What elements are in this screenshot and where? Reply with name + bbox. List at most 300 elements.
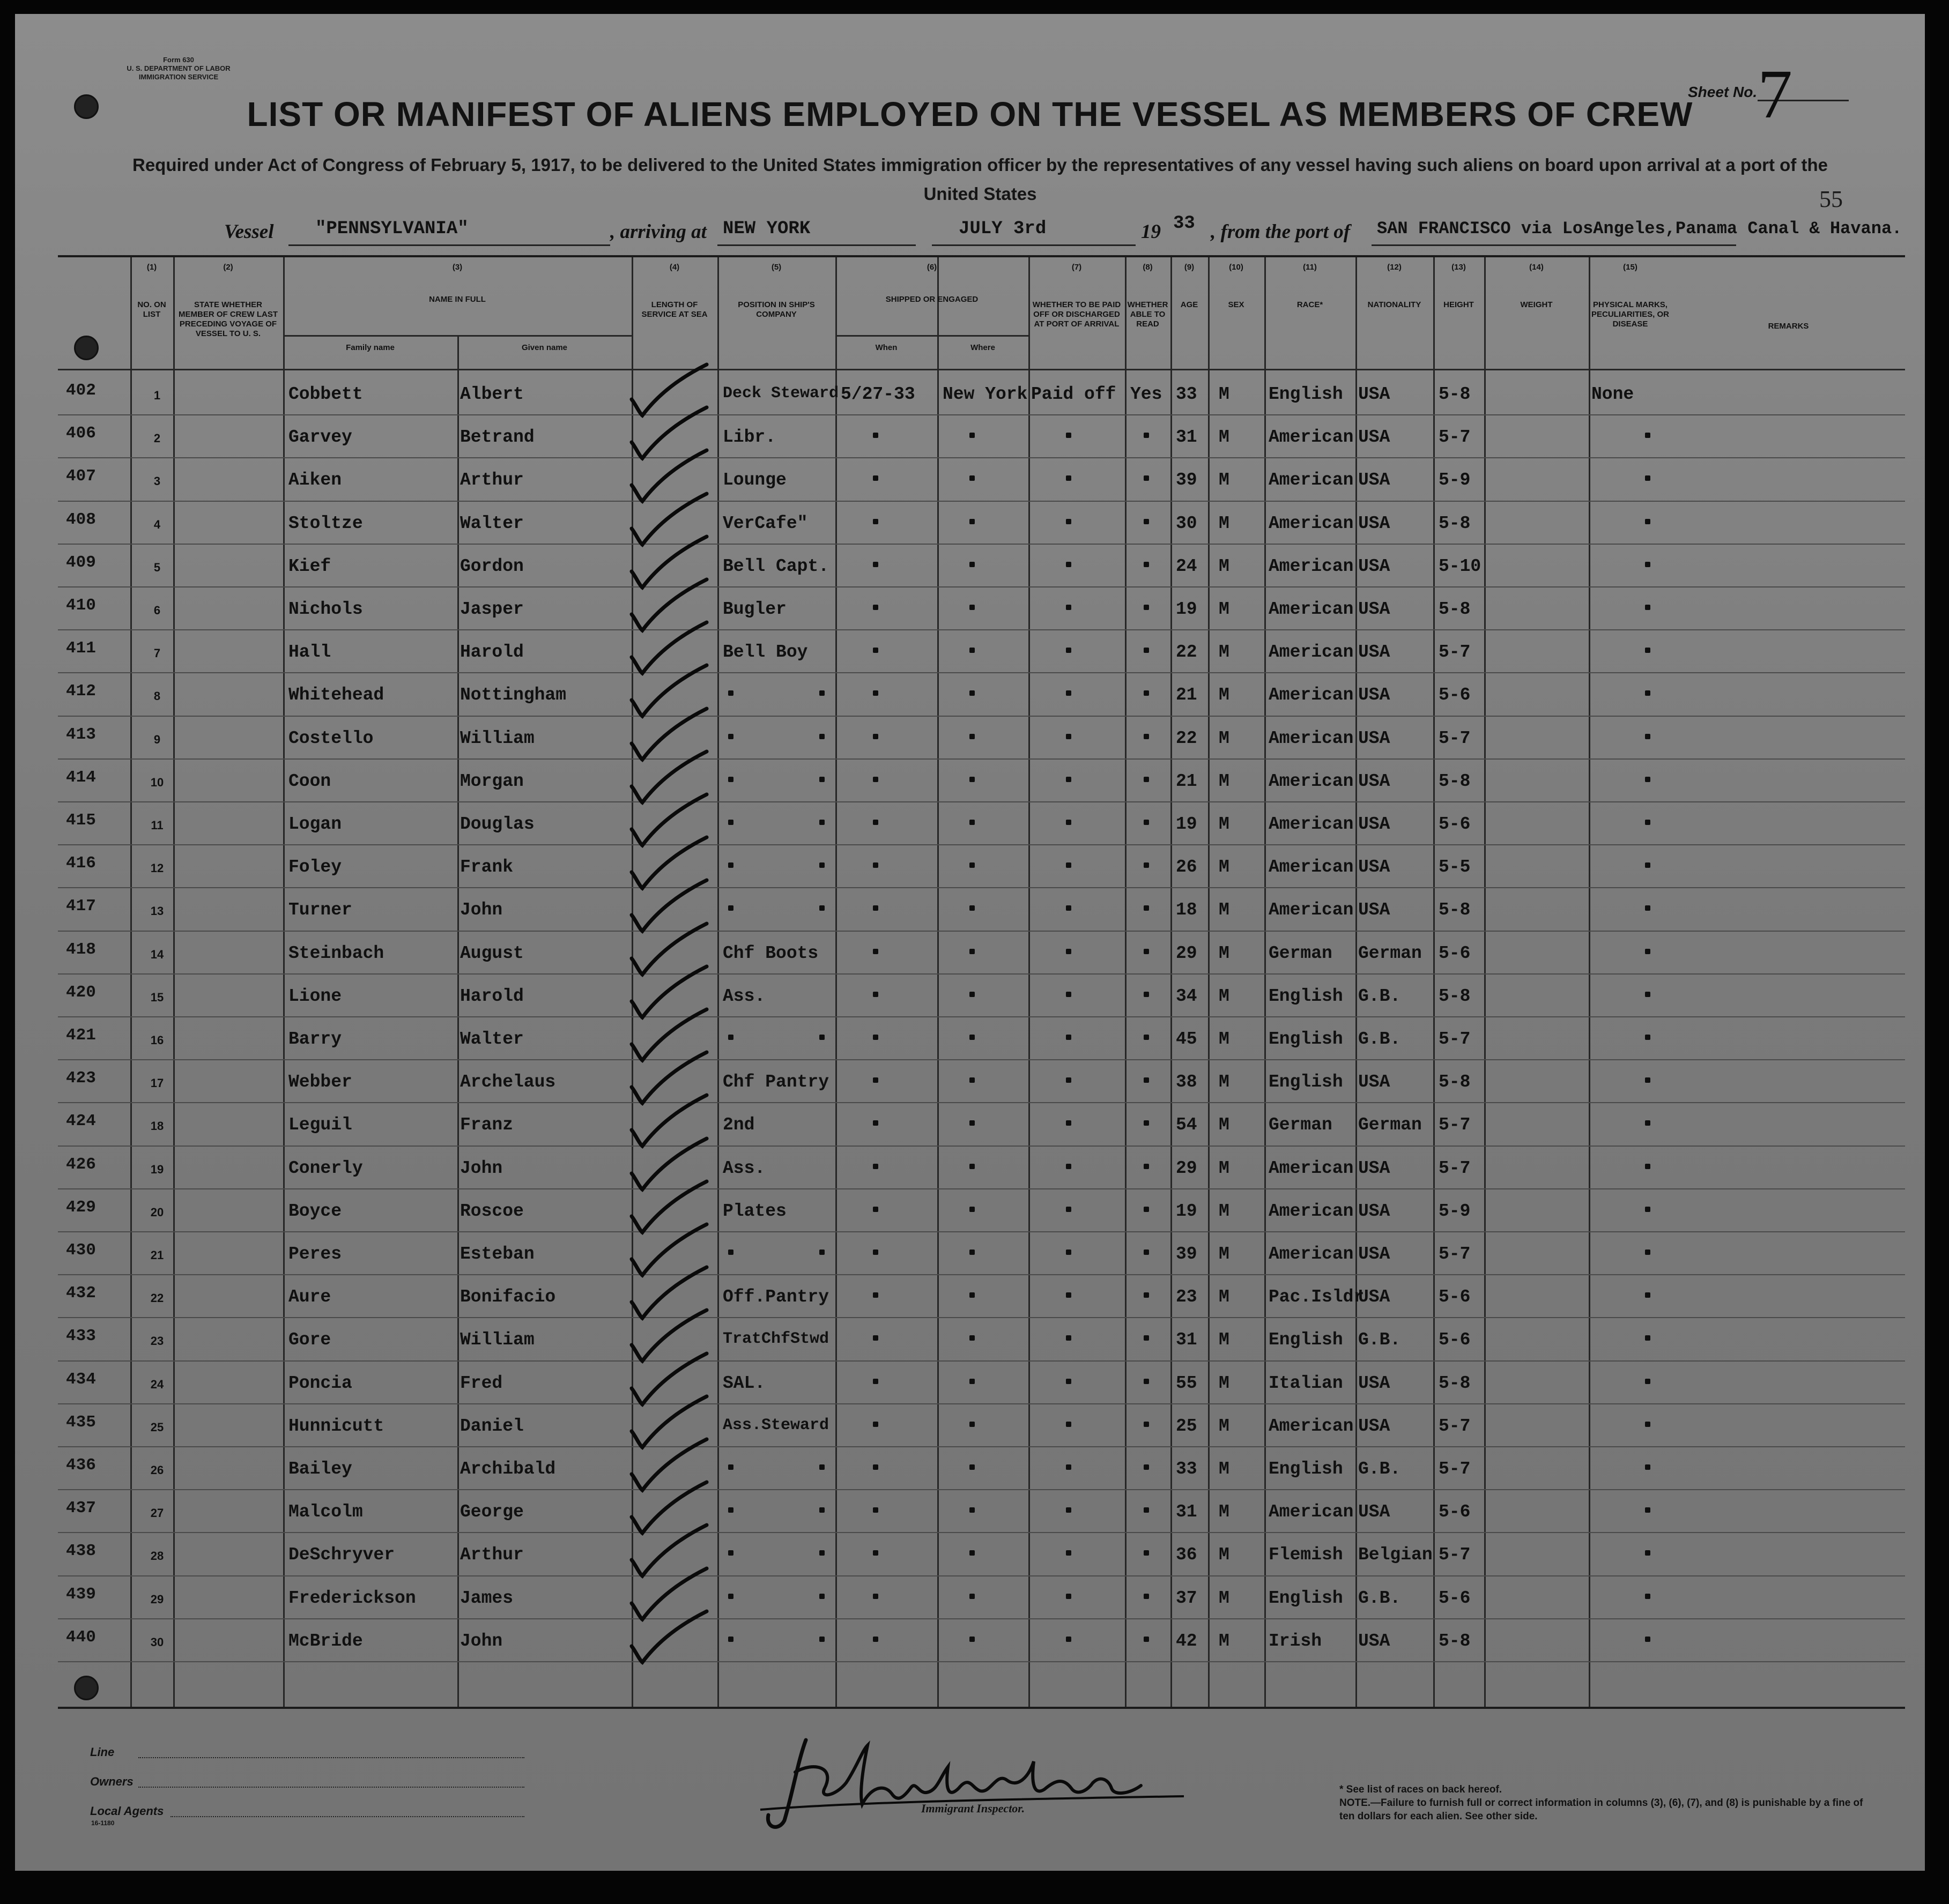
origin-port: SAN FRANCISCO via LosAngeles,Panama Canal & Havana. xyxy=(1377,219,1902,239)
row-number: 20 xyxy=(150,1205,164,1219)
margin-sequence-number: 423 xyxy=(66,1069,96,1088)
owners-field xyxy=(138,1787,524,1788)
column-header: AGE xyxy=(1180,300,1198,309)
race: American xyxy=(1269,427,1354,448)
ditto-mark xyxy=(1645,949,1650,954)
column-subheader: Given name xyxy=(521,343,568,352)
ditto-mark xyxy=(873,1422,878,1427)
nationality: USA xyxy=(1358,1244,1390,1264)
ditto-mark xyxy=(1144,433,1149,438)
height: 5-7 xyxy=(1439,1459,1471,1479)
race: Irish xyxy=(1269,1631,1322,1651)
ditto-mark xyxy=(873,1550,878,1556)
margin-sequence-number: 436 xyxy=(66,1456,96,1475)
position: VerCafe" xyxy=(723,513,808,533)
ditto-mark xyxy=(1645,1077,1650,1083)
local-agents-label: Local Agents xyxy=(90,1804,164,1818)
given-name: Morgan xyxy=(460,771,524,791)
given-name: William xyxy=(460,1330,535,1350)
ditto-mark xyxy=(1066,1335,1071,1341)
owners-label: Owners xyxy=(90,1775,134,1788)
sex: M xyxy=(1219,1330,1229,1350)
ditto-mark xyxy=(1645,1464,1650,1470)
ditto-mark xyxy=(873,519,878,524)
position: Deck Steward xyxy=(723,384,839,403)
ditto-mark xyxy=(969,1335,975,1341)
ditto-mark xyxy=(969,1077,975,1083)
height: 5-7 xyxy=(1439,1158,1471,1178)
ditto-mark xyxy=(1144,1120,1149,1126)
position: Ass.Steward xyxy=(723,1416,829,1434)
ditto-mark xyxy=(728,1594,733,1599)
nationality: USA xyxy=(1358,1158,1390,1178)
ditto-mark xyxy=(1066,1507,1071,1513)
ditto-mark xyxy=(1645,1292,1650,1298)
table-row xyxy=(58,502,1905,545)
table-row xyxy=(58,630,1905,673)
row-number: 28 xyxy=(150,1549,164,1563)
nationality: USA xyxy=(1358,900,1390,920)
given-name: William xyxy=(460,728,535,748)
ditto-mark xyxy=(1144,777,1149,782)
ditto-mark xyxy=(1066,949,1071,954)
family-name: Bailey xyxy=(288,1459,352,1479)
race: American xyxy=(1269,642,1354,663)
ditto-mark xyxy=(728,1637,733,1642)
column-number: (1) xyxy=(146,263,157,272)
position: Plates xyxy=(723,1201,787,1221)
ditto-mark xyxy=(969,1207,975,1212)
ditto-mark xyxy=(819,1550,825,1556)
ditto-mark xyxy=(969,1250,975,1255)
ditto-mark xyxy=(1066,1637,1071,1642)
ditto-mark xyxy=(1144,1292,1149,1298)
penalty-note: NOTE.—Failure to furnish full or correct information in columns (3), (6), (7), and (8) is punishable by a fine of ten dollars for each alien. See other side. xyxy=(1339,1797,1863,1822)
year-prefix: 19 xyxy=(1141,221,1161,243)
family-name: Lione xyxy=(288,986,342,1006)
age: 34 xyxy=(1176,986,1197,1006)
sex: M xyxy=(1219,513,1229,533)
table-row xyxy=(58,1060,1905,1103)
ditto-mark xyxy=(873,862,878,868)
race: American xyxy=(1269,771,1354,791)
column-header: REMARKS xyxy=(1768,322,1809,331)
sex: M xyxy=(1219,728,1229,748)
height: 5-7 xyxy=(1439,427,1471,448)
family-name: Cobbett xyxy=(288,384,363,404)
age: 39 xyxy=(1176,1244,1197,1264)
column-number: (13) xyxy=(1451,263,1466,272)
given-name: Arthur xyxy=(460,470,524,490)
ditto-mark xyxy=(1066,690,1071,696)
ditto-mark xyxy=(1645,475,1650,481)
row-number: 13 xyxy=(150,904,164,918)
sex: M xyxy=(1219,427,1229,448)
header-divider xyxy=(58,369,1905,370)
ditto-mark xyxy=(969,562,975,567)
ditto-mark xyxy=(873,734,878,739)
sex: M xyxy=(1219,1287,1229,1307)
ditto-mark xyxy=(1066,562,1071,567)
height: 5-7 xyxy=(1439,642,1471,663)
race: English xyxy=(1269,1330,1343,1350)
column-header: PHYSICAL MARKS, PECULIARITIES, OR DISEASE xyxy=(1591,300,1669,329)
nationality: USA xyxy=(1358,1201,1390,1221)
row-number: 6 xyxy=(153,604,161,617)
ditto-mark xyxy=(1144,605,1149,610)
ditto-mark xyxy=(1645,820,1650,825)
table-row xyxy=(58,1619,1905,1662)
sex: M xyxy=(1219,1201,1229,1221)
row-number: 30 xyxy=(150,1635,164,1649)
table-row xyxy=(58,673,1905,716)
document-title: LIST OR MANIFEST OF ALIENS EMPLOYED ON THE VESSEL AS MEMBERS OF CREW xyxy=(247,95,1693,133)
ditto-mark xyxy=(1645,1250,1650,1255)
table-row xyxy=(58,373,1905,415)
nationality: USA xyxy=(1358,470,1390,490)
ditto-mark xyxy=(873,1207,878,1212)
height: 5-8 xyxy=(1439,1631,1471,1651)
margin-sequence-number: 421 xyxy=(66,1026,96,1045)
subheader-divider xyxy=(835,335,1028,337)
table-row xyxy=(58,975,1905,1017)
margin-sequence-number: 402 xyxy=(66,381,96,400)
sex: M xyxy=(1219,685,1229,705)
ditto-mark xyxy=(728,690,733,696)
column-number: (4) xyxy=(669,263,680,272)
ditto-mark xyxy=(1066,820,1071,825)
ditto-mark xyxy=(969,1035,975,1040)
height: 5-6 xyxy=(1439,814,1471,834)
binder-hole xyxy=(74,336,99,360)
binder-hole xyxy=(74,1676,99,1700)
given-name: August xyxy=(460,943,524,963)
column-header: NATIONALITY xyxy=(1367,300,1421,309)
ditto-mark xyxy=(969,862,975,868)
ditto-mark xyxy=(1144,690,1149,696)
ditto-mark xyxy=(969,1164,975,1169)
margin-sequence-number: 426 xyxy=(66,1155,96,1174)
column-header: WHETHER TO BE PAID OFF OR DISCHARGED AT PORT OF ARRIVAL xyxy=(1032,300,1121,329)
sex: M xyxy=(1219,986,1229,1006)
given-name: Betrand xyxy=(460,427,535,448)
column-number: (2) xyxy=(223,263,233,272)
ditto-mark xyxy=(873,1077,878,1083)
margin-sequence-number: 424 xyxy=(66,1112,96,1131)
ditto-mark xyxy=(1066,1207,1071,1212)
race: American xyxy=(1269,1158,1354,1178)
ditto-mark xyxy=(1066,1594,1071,1599)
table-row xyxy=(58,1490,1905,1533)
column-header: SEX xyxy=(1228,300,1244,309)
age: 37 xyxy=(1176,1588,1197,1608)
family-name: Costello xyxy=(288,728,374,748)
row-number: 18 xyxy=(150,1119,164,1133)
ditto-mark xyxy=(1645,1507,1650,1513)
nationality: German xyxy=(1358,1115,1422,1135)
margin-sequence-number: 414 xyxy=(66,768,96,787)
vessel-underline xyxy=(288,244,610,246)
column-subheader: Where xyxy=(970,343,995,352)
table-row xyxy=(58,458,1905,501)
family-name: Boyce xyxy=(288,1201,342,1221)
position: TratChfStwd xyxy=(723,1330,829,1349)
margin-sequence-number: 432 xyxy=(66,1284,96,1303)
position: Lounge xyxy=(723,470,787,490)
ditto-mark xyxy=(1066,1464,1071,1470)
service-name: IMMIGRATION SERVICE xyxy=(138,73,219,81)
nationality: USA xyxy=(1358,685,1390,705)
ditto-mark xyxy=(873,648,878,653)
department-name: U. S. DEPARTMENT OF LABOR xyxy=(127,64,231,72)
ditto-mark xyxy=(1066,1250,1071,1255)
sex: M xyxy=(1219,1416,1229,1436)
family-name: Barry xyxy=(288,1029,342,1049)
given-name: Jasper xyxy=(460,599,524,619)
race: American xyxy=(1269,1416,1354,1436)
ditto-mark xyxy=(1066,433,1071,438)
race: Flemish xyxy=(1269,1545,1343,1565)
age: 19 xyxy=(1176,599,1197,619)
table-row xyxy=(58,1275,1905,1318)
ditto-mark xyxy=(728,1550,733,1556)
sex: M xyxy=(1219,1072,1229,1092)
ditto-mark xyxy=(873,690,878,696)
height: 5-7 xyxy=(1439,1416,1471,1436)
ditto-mark xyxy=(1066,1422,1071,1427)
ditto-mark xyxy=(969,475,975,481)
nationality: USA xyxy=(1358,513,1390,533)
column-header: LENGTH OF SERVICE AT SEA xyxy=(641,300,708,319)
given-name: Gordon xyxy=(460,556,524,576)
age: 30 xyxy=(1176,513,1197,533)
ditto-mark xyxy=(1645,1335,1650,1341)
ditto-mark xyxy=(1066,475,1071,481)
family-name: Aiken xyxy=(288,470,342,490)
family-name: Webber xyxy=(288,1072,352,1092)
ditto-mark xyxy=(873,1035,878,1040)
ditto-mark xyxy=(1066,1120,1071,1126)
table-row xyxy=(58,1232,1905,1275)
height: 5-7 xyxy=(1439,1115,1471,1135)
age: 19 xyxy=(1176,1201,1197,1221)
row-number: 17 xyxy=(150,1076,164,1090)
row-number: 26 xyxy=(150,1463,164,1477)
ditto-mark xyxy=(969,949,975,954)
family-name: Garvey xyxy=(288,427,352,448)
ditto-mark xyxy=(969,1422,975,1427)
ditto-mark xyxy=(1066,734,1071,739)
shipped-when: 5/27-33 xyxy=(841,384,915,404)
nationality: Belgian xyxy=(1358,1545,1433,1565)
race: English xyxy=(1269,1588,1343,1608)
family-name: Whitehead xyxy=(288,685,384,705)
ditto-mark xyxy=(819,734,825,739)
ditto-mark xyxy=(969,648,975,653)
height: 5-9 xyxy=(1439,470,1471,490)
age: 21 xyxy=(1176,685,1197,705)
form-identifier xyxy=(117,56,240,81)
race-note: * See list of races on back hereof. xyxy=(1339,1784,1502,1795)
document-subtitle: Required under Act of Congress of February 5, 1917, to be delivered to the United States immigration officer by the representatives of any vessel having such aliens on board upon arrival at a port of the United States xyxy=(132,155,1828,204)
race: American xyxy=(1269,857,1354,877)
margin-sequence-number: 435 xyxy=(66,1412,96,1432)
ditto-mark xyxy=(1645,562,1650,567)
race: English xyxy=(1269,384,1343,404)
date-underline xyxy=(932,244,1136,246)
sex: M xyxy=(1219,1545,1229,1565)
given-name: Archibald xyxy=(460,1459,556,1479)
column-header: WHETHER ABLE TO READ xyxy=(1127,300,1168,329)
height: 5-10 xyxy=(1439,556,1481,576)
ditto-mark xyxy=(728,1035,733,1040)
family-name: Foley xyxy=(288,857,342,877)
margin-sequence-number: 418 xyxy=(66,940,96,959)
position: SAL. xyxy=(723,1373,766,1393)
margin-sequence-number: 439 xyxy=(66,1585,96,1604)
age: 33 xyxy=(1176,384,1197,404)
age: 54 xyxy=(1176,1115,1197,1135)
nationality: USA xyxy=(1358,1502,1390,1522)
family-name: Stoltze xyxy=(288,513,363,533)
given-name: Frank xyxy=(460,857,514,877)
race: American xyxy=(1269,556,1354,576)
given-name: Albert xyxy=(460,384,524,404)
ditto-mark xyxy=(1144,1035,1149,1040)
ditto-mark xyxy=(728,862,733,868)
age: 29 xyxy=(1176,943,1197,963)
table-row xyxy=(58,545,1905,587)
column-subheader: Family name xyxy=(346,343,395,352)
ditto-mark xyxy=(1645,1164,1650,1169)
nationality: USA xyxy=(1358,814,1390,834)
sex: M xyxy=(1219,1158,1229,1178)
given-name: Nottingham xyxy=(460,685,567,705)
ditto-mark xyxy=(969,690,975,696)
given-name: Harold xyxy=(460,986,524,1006)
ditto-mark xyxy=(969,1120,975,1126)
ditto-mark xyxy=(873,1292,878,1298)
age: 24 xyxy=(1176,556,1197,576)
ditto-mark xyxy=(1144,562,1149,567)
margin-sequence-number: 413 xyxy=(66,725,96,744)
table-row xyxy=(58,845,1905,888)
family-name: Poncia xyxy=(288,1373,352,1393)
race: American xyxy=(1269,814,1354,834)
given-name: Esteban xyxy=(460,1244,535,1264)
ditto-mark xyxy=(873,905,878,911)
ditto-mark xyxy=(728,905,733,911)
ditto-mark xyxy=(1645,1422,1650,1427)
row-number: 3 xyxy=(153,474,161,488)
position: Ass. xyxy=(723,1158,766,1178)
nationality: G.B. xyxy=(1358,1330,1401,1350)
table-row xyxy=(58,932,1905,975)
ditto-mark xyxy=(1066,648,1071,653)
height: 5-6 xyxy=(1439,685,1471,705)
height: 5-8 xyxy=(1439,513,1471,533)
paid-off: Paid off xyxy=(1031,384,1116,404)
ditto-mark xyxy=(969,1379,975,1384)
nationality: G.B. xyxy=(1358,1459,1401,1479)
column-number: (6) xyxy=(927,263,937,272)
table-row xyxy=(58,1576,1905,1619)
height: 5-7 xyxy=(1439,728,1471,748)
ditto-mark xyxy=(819,1464,825,1470)
ditto-mark xyxy=(873,1164,878,1169)
column-header: WEIGHT xyxy=(1520,300,1553,309)
table-row xyxy=(58,1362,1905,1404)
row-number: 12 xyxy=(150,861,164,875)
row-number: 5 xyxy=(153,560,161,574)
family-name: Logan xyxy=(288,814,342,834)
column-number: (7) xyxy=(1071,263,1082,272)
ditto-mark xyxy=(819,1035,825,1040)
ditto-mark xyxy=(819,690,825,696)
position: Ass. xyxy=(723,986,766,1006)
race: American xyxy=(1269,900,1354,920)
margin-sequence-number: 412 xyxy=(66,682,96,701)
ditto-mark xyxy=(1645,1594,1650,1599)
sex: M xyxy=(1219,1459,1229,1479)
row-number: 10 xyxy=(150,775,164,789)
ditto-mark xyxy=(873,1335,878,1341)
race: German xyxy=(1269,1115,1332,1135)
ditto-mark xyxy=(873,1120,878,1126)
ditto-mark xyxy=(873,562,878,567)
physical-marks: None xyxy=(1591,384,1634,404)
ditto-mark xyxy=(873,949,878,954)
height: 5-5 xyxy=(1439,857,1471,877)
ditto-mark xyxy=(1645,777,1650,782)
manifest-page xyxy=(15,14,1925,1871)
race: Pac.Isldr xyxy=(1269,1287,1365,1307)
footer-notes xyxy=(1339,1783,1876,1823)
height: 5-8 xyxy=(1439,599,1471,619)
inspector-signature xyxy=(755,1729,1195,1836)
age: 39 xyxy=(1176,470,1197,490)
ditto-mark xyxy=(728,1464,733,1470)
sheet-number: 7 xyxy=(1758,56,1792,133)
row-number: 2 xyxy=(153,432,161,445)
height: 5-8 xyxy=(1439,384,1471,404)
nationality: USA xyxy=(1358,556,1390,576)
column-subheader: When xyxy=(875,343,898,352)
race: English xyxy=(1269,986,1343,1006)
column-header: RACE* xyxy=(1296,300,1323,309)
ditto-mark xyxy=(969,1507,975,1513)
ditto-mark xyxy=(873,1594,878,1599)
age: 19 xyxy=(1176,814,1197,834)
ditto-mark xyxy=(1144,1335,1149,1341)
family-name: DeSchryver xyxy=(288,1545,395,1565)
sex: M xyxy=(1219,857,1229,877)
crew-table xyxy=(58,255,1905,1709)
ditto-mark xyxy=(1144,905,1149,911)
ditto-mark xyxy=(1144,820,1149,825)
row-number: 1 xyxy=(153,389,161,402)
position: Chf Pantry xyxy=(723,1072,829,1092)
ditto-mark xyxy=(1144,1379,1149,1384)
binder-hole xyxy=(74,94,99,119)
ditto-mark xyxy=(969,519,975,524)
column-header: SHIPPED OR ENGAGED xyxy=(885,295,979,304)
row-number: 11 xyxy=(151,819,164,832)
nationality: USA xyxy=(1358,1287,1390,1307)
margin-sequence-number: 434 xyxy=(66,1370,96,1389)
given-name: John xyxy=(460,1158,503,1178)
column-number: (8) xyxy=(1143,263,1153,272)
